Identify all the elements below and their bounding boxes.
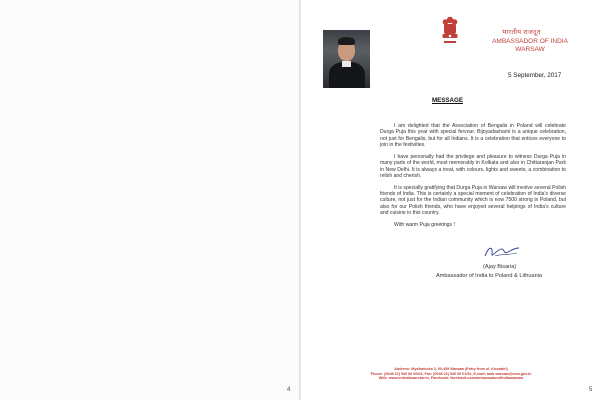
page-number-right: 5 xyxy=(589,387,593,393)
footer-address: Address: Mysliwiecka 3, 00-459 Warsaw (Entry from ul. Koszalni) xyxy=(394,367,508,371)
message-paragraph: I have personally had the privilege and pleasure to witness Durga Puja in many parts of the world, most memorably in Kolkata and also in Chittaranjan Park in New Delhi. It is always a treat, with colours, lights and sweets, a combination to relish and cherish. xyxy=(380,153,566,180)
letterhead-title-line2: WARSAW xyxy=(515,46,545,53)
signature-icon xyxy=(483,244,521,260)
photo-collar xyxy=(342,61,351,67)
message-heading: MESSAGE xyxy=(432,97,463,104)
photo-hair xyxy=(338,37,355,45)
page-number-left: 4 xyxy=(287,387,291,393)
letterhead-hindi-title: भारतीय राजदूत xyxy=(502,29,541,36)
footer-web: Web: www.indembwarsaw.in, Facebook: facebook.com/ambassadorofindiawarsaw xyxy=(378,376,524,381)
letterhead-title-line1: AMBASSADOR OF INDIA xyxy=(492,38,568,45)
message-body xyxy=(380,123,566,233)
letterhead-title xyxy=(490,38,570,54)
letter-date: 5 September, 2017 xyxy=(508,72,562,79)
letterhead-footer xyxy=(336,367,566,381)
signer-title: Ambassador of India to Poland & Lithuania xyxy=(436,273,543,279)
message-paragraph: I am delighted that the Association of Bengalis in Poland will celebrate Durga Puja this year with special fervour. Bijoyadashami is a unique celebration, not just for Bengalis, but for all Indians. It is a celebration that entices everyone to join in the festivities. xyxy=(380,123,566,149)
national-emblem-icon xyxy=(440,14,460,50)
left-page xyxy=(0,0,299,400)
message-paragraph: It is specially gratifying that Durga Puja in Warsaw will involve several Polish friends of India. This is certainly a special moment of celebration of India’s diverse culture, not just for the Indian community which is now 7500 strong in Poland, but also for our Polish friends, who have enjoyed several helpings of India’s culture and cuisine in this country. xyxy=(380,184,566,217)
message-paragraph: With warm Puja greetings ! xyxy=(394,221,455,228)
signer-name: (Ajay Bisaria) xyxy=(483,264,517,270)
footer-contact: Phone: (0048 22) 540 00 00/04, Fax: (0048 22) 540 00 01/02, E-mail: amb.warsaw@mea.gov.in xyxy=(370,371,532,376)
ambassador-photo xyxy=(323,30,370,88)
